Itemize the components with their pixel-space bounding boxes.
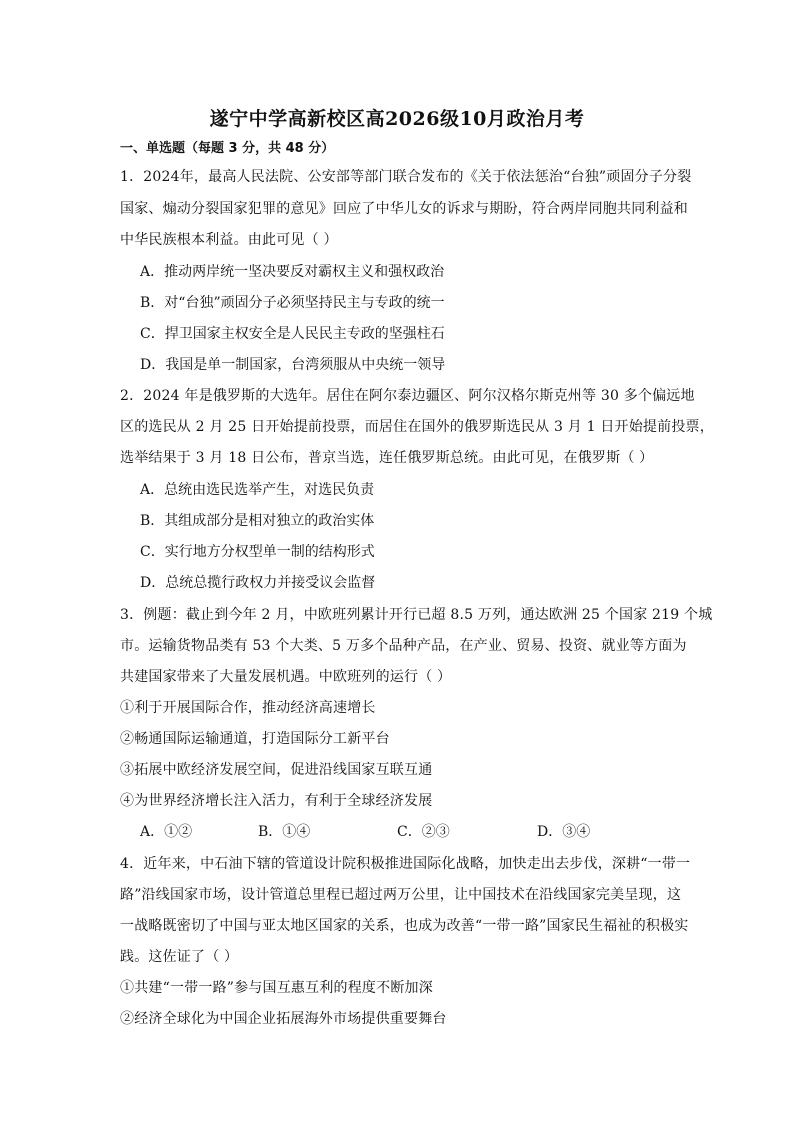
q4-stem-line: 4．近年来，中石油下辖的管道设计院积极推进国际化战略，加快走出去步伐，深耕“一带一: [120, 856, 691, 872]
q3-statement: ①利于开展国际合作，推动经济高速增长: [120, 700, 376, 716]
q1-option-a: A．推动两岸统一坚决要反对霸权主义和强权政治: [140, 264, 445, 280]
q3-option-c: C．②③: [397, 824, 450, 840]
q1-option-b: B．对“台独”顽固分子必须坚持民主与专政的统一: [140, 295, 445, 311]
q3-stem-line: 3．例题：截止到今年 2 月，中欧班列累计开行已超 8.5 万列，通达欧洲 25 个国家 219 个城: [120, 607, 713, 623]
q3-stem-line: 市。运输货物品类有 53 个大类、5 万多个品种产品，在产业、贸易、投资、就业等方面为: [120, 638, 687, 654]
q4-statement: ②经济全球化为中国企业拓展海外市场提供重要舞台: [120, 1011, 447, 1027]
q1-option-c: C．捍卫国家主权安全是人民民主专政的坚强柱石: [140, 326, 445, 342]
q1-stem-line: 国家、煽动分裂国家犯罪的意见》回应了中华儿女的诉求与期盼，符合两岸同胞共同利益和: [120, 201, 688, 217]
q4-stem-line: 路”沿线国家市场，设计管道总里程已超过两万公里，让中国技术在沿线国家完美呈现，这: [120, 887, 682, 903]
q3-statement: ②畅通国际运输通道，打造国际分工新平台: [120, 731, 390, 747]
q3-option-d: D．③④: [537, 824, 591, 840]
q1-option-d: D．我国是单一制国家，台湾须服从中央统一领导: [140, 357, 446, 373]
q4-statement: ①共建“一带一路”参与国互惠互利的程度不断加深: [120, 980, 433, 996]
q3-statement: ③拓展中欧经济发展空间，促进沿线国家互联互通: [120, 762, 433, 778]
q3-option-b: B．①④: [258, 824, 311, 840]
q3-stem-line: 共建国家带来了大量发展机遇。中欧班列的运行（ ）: [120, 669, 452, 685]
section-heading: 一、单选题（每题 3 分，共 48 分）: [120, 141, 335, 156]
q2-option-a: A．总统由选民选举产生，对选民负责: [140, 482, 375, 498]
q2-stem-line: 2．2024 年是俄罗斯的大选年。居住在阿尔泰边疆区、阿尔汉格尔斯克州等 30 多个偏远地: [120, 388, 695, 404]
q1-stem-line: 1．2024年，最高人民法院、公安部等部门联合发布的《关于依法惩治“台独”顽固分子分裂: [120, 169, 692, 185]
page-title: 遂宁中学高新校区高2026级10月政治月考: [209, 108, 585, 130]
q4-stem-line: 一战略既密切了中国与亚太地区国家的关系，也成为改善“一带一路”国家民生福祉的积极实: [120, 918, 689, 934]
q4-stem-line: 践。这佐证了（ ）: [120, 949, 239, 965]
q2-option-c: C．实行地方分权型单一制的结构形式: [140, 544, 375, 560]
q2-stem-line: 区的选民从 2 月 25 日开始提前投票，而居住在国外的俄罗斯选民从 3 月 1 日开始提前投票，: [120, 419, 714, 435]
q3-option-a: A．①②: [140, 824, 193, 840]
q3-statement: ④为世界经济增长注入活力，有利于全球经济发展: [120, 793, 433, 809]
q2-option-b: B．其组成部分是相对独立的政治实体: [140, 513, 375, 529]
q2-stem-line: 选举结果于 3 月 18 日公布，普京当选，连任俄罗斯总统。由此可见，在俄罗斯（ ）: [120, 450, 654, 466]
q1-stem-line: 中华民族根本利益。由此可见（ ）: [120, 232, 338, 248]
q2-option-d: D．总统总揽行政权力并接受议会监督: [140, 575, 376, 591]
